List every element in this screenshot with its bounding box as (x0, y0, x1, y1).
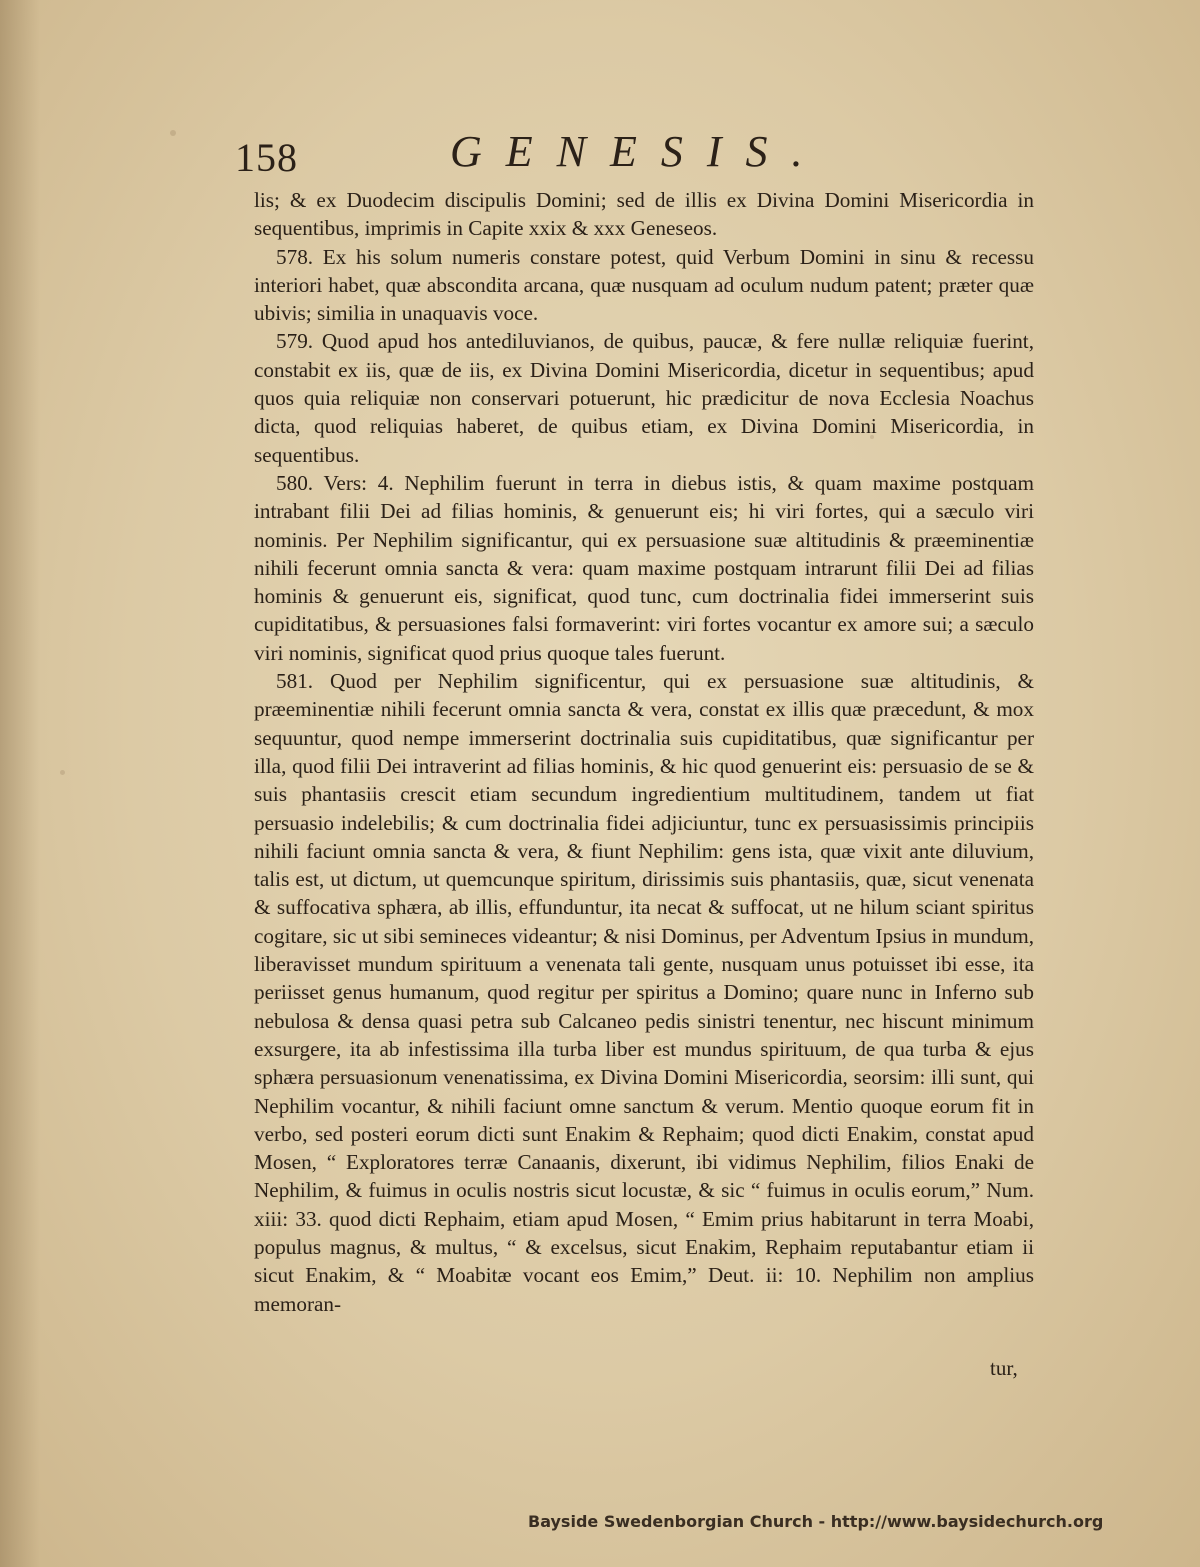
paragraph-580: 580. Vers: 4. Nephilim fuerunt in terra in diebus istis, & quam maxime postquam intrabant filii Dei ad filias hominis, & genuerunt eis; hi viri fortes, qui a sæculo viri nominis. Per Nephilim significantur, qui ex persuasione suæ altitudinis & præeminentiæ nihili fecerunt omnia sancta & vera: quam maxime postquam intrarunt filii Dei ad filias hominis & genuerunt eis, significat, quod tunc, cum doctrinalia fidei immerserint suis cupiditatibus, & persuasiones falsi formaverint: viri fortes vocantur ex amore sui; a sæculo viri nominis, significat quod prius quoque tales fuerunt. (254, 470, 1034, 665)
page-number: 158 (235, 135, 298, 180)
watermark-text: Bayside Swedenborgian Church - http://www.baysidechurch.org (528, 1512, 1104, 1531)
paper-spot (60, 770, 65, 775)
catchword: tur, (990, 1356, 1018, 1380)
running-title: GENESIS. (450, 127, 827, 176)
paper-spot (170, 130, 176, 136)
page-edge-shadow (0, 0, 40, 1567)
paragraph-continuation: lis; & ex Duodecim discipulis Domini; sed de illis ex Divina Domini Misericordia in sequentibus, imprimis in Capite xxix & xxx Geneseos. (254, 188, 1034, 241)
paragraph-581: 581. Quod per Nephilim significentur, qui ex persuasione suæ altitudinis, & præeminentiæ nihili fecerunt omnia sancta & vera, constat ex illis quæ præcedunt, & mox sequuntur, quod nempe immerserint doctrinalia suis cupiditatibus, quæ significantur per illa, quod filii Dei intraverint ad filias hominis, & hic quod genuerint eis: persuasio de se & suis phantasiis crescit etiam secundum ingredientium multitudinem, tandem ut fiat persuasio indelebilis; & cum doctrinalia fidei adjiciuntur, tunc ex persuasissimis principiis nihili faciunt omnia sancta & vera, & fiunt Nephilim: gens ista, quæ vixit ante diluvium, talis est, ut dictum, ut quemcunque spiritum, dirissimis suis phantasiis, quæ, sicut venenata & suffocativa sphæra, ab illis, effunduntur, ita necat & suffocat, ut ne hilum sciant spiritus cogitare, sic ut sibi semineces videantur; & nisi Dominus, per Adventum Ipsius in mundum, liberavisset mundum spirituum a venenata tali gente, nusquam unus potuisset ibi esse, ita periisset genus humanum, quod regitur per spiritus a Domino; quare nunc in Inferno sub nebulosa & densa quasi petra sub Calcaneo pedis sinistri tenentur, nec hiscunt minimum exsurgere, ita ab infestissima illa turba liber est mundus spirituum, de qua turba & ejus sphæra persuasionum venenatissima, ex Divina Domini Misericordia, seorsim: illi sunt, qui Nephilim vocantur, & nihili faciunt omne sanctum & verum. Mentio quoque eorum fit in verbo, sed posteri eorum dicti sunt Enakim & Rephaim; quod dicti Enakim, constat apud Mosen, “ Exploratores terræ Canaanis, dixerunt, ibi vidimus Nephilim, filios Enaki de Nephilim, & fuimus in oculis nostris sicut locustæ, & sic “ fuimus in oculis eorum,” Num. xiii: 33. quod dicti Rephaim, etiam apud Mosen, “ Emim prius habitarunt in terra Moabi, populus magnus, & multus, “ & excelsus, sicut Enakim, Rephaim reputabantur etiam ii sicut Enakim, & “ Moabitæ vocant eos Emim,” Deut. ii: 10. Nephilim non amplius memoran- (254, 669, 1034, 1316)
paragraph-578: 578. Ex his solum numeris constare potest, quid Verbum Domini in sinu & recessu interiori habet, quæ abscondita arcana, quæ nusquam ad oculum nudum patent; præter quæ ubivis; similia in unaquavis voce. (254, 244, 1034, 326)
body-text (254, 186, 1034, 1318)
paragraph-579: 579. Quod apud hos antediluvianos, de quibus, paucæ, & fere nullæ reliquiæ fuerint, constabit ex iis, quæ de iis, ex Divina Domini Misericordia, dicetur in sequentibus; apud quos quia reliquiæ non conservari potuerunt, hic prædicitur de nova Ecclesia Noachus dicta, quod reliquias haberet, de quibus etiam, ex Divina Domini Misericordia, in sequentibus. (254, 329, 1034, 467)
page-header (235, 126, 845, 186)
